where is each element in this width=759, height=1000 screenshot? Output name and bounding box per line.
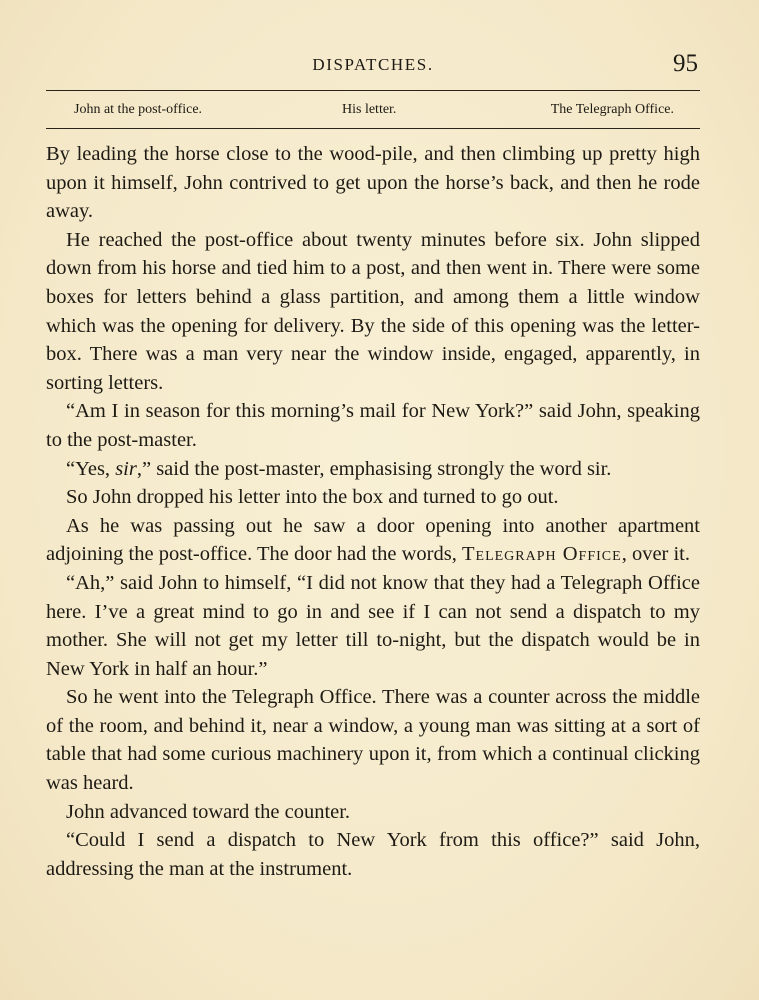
synopsis-item: His letter. (342, 102, 397, 117)
paragraph: “Am I in season for this morning’s mail for New York?” said John, speaking to the post-master. (46, 400, 700, 451)
paragraph (46, 455, 700, 484)
paragraph: By leading the horse close to the wood-pile, and then climbing up pretty high upon it himself, John contrived to get upon the horse’s back, and then he rode away. (46, 143, 700, 223)
running-head (48, 52, 698, 82)
body-text (46, 140, 700, 883)
paragraph-text: , over it. (621, 543, 691, 566)
paragraph (46, 512, 700, 569)
quote-text: ,” said the post-master, emphasising strongly the word sir. (136, 457, 612, 480)
synopsis-item: John at the post-office. (74, 102, 203, 117)
paragraph: So he went into the Telegraph Office. There was a counter across the middle of the room, and behind it, near a window, a young man was sitting at a sort of table that had some curious machinery upon it, from which a continual clicking was heard. (46, 686, 700, 795)
top-rule (46, 90, 700, 91)
paragraph: John advanced toward the counter. (66, 800, 351, 823)
running-title: DISPATCHES. (312, 55, 434, 74)
paragraph: He reached the post-office about twenty minutes before six. John slipped down from his horse and tied him to a post, and then went in. There were some boxes for letters behind a glass partition, and among them a little window which was the opening for delivery. By the side of this opening was the letter-box. There was a man very near the window inside, engaged, apparently, in sorting letters. (46, 228, 700, 394)
emphasis-text: sir (115, 457, 137, 480)
synopsis-item: The Telegraph Office. (550, 102, 674, 117)
bottom-rule (46, 128, 700, 129)
paragraph-text: As he was passing out he saw a door opening into another apartment adjoining the post-office. The door had the words, (46, 514, 700, 566)
paragraph: “Could I send a dispatch to New York from this office?” said John, addressing the man at the instrument. (46, 829, 700, 880)
page-number: 95 (673, 50, 698, 77)
quote-text: “Yes, (66, 457, 116, 480)
small-caps-sign-text: Telegraph Office (462, 543, 622, 566)
paragraph: So John dropped his letter into the box and turned to go out. (66, 486, 559, 509)
chapter-synopsis (74, 102, 674, 122)
paragraph: “Ah,” said John to himself, “I did not know that they had a Telegraph Office here. I’ve a great mind to go in and see if I can not send a dispatch to my mother. She will not get my letter till to-night, but the dispatch would be in New York in half an hour.” (46, 571, 700, 680)
